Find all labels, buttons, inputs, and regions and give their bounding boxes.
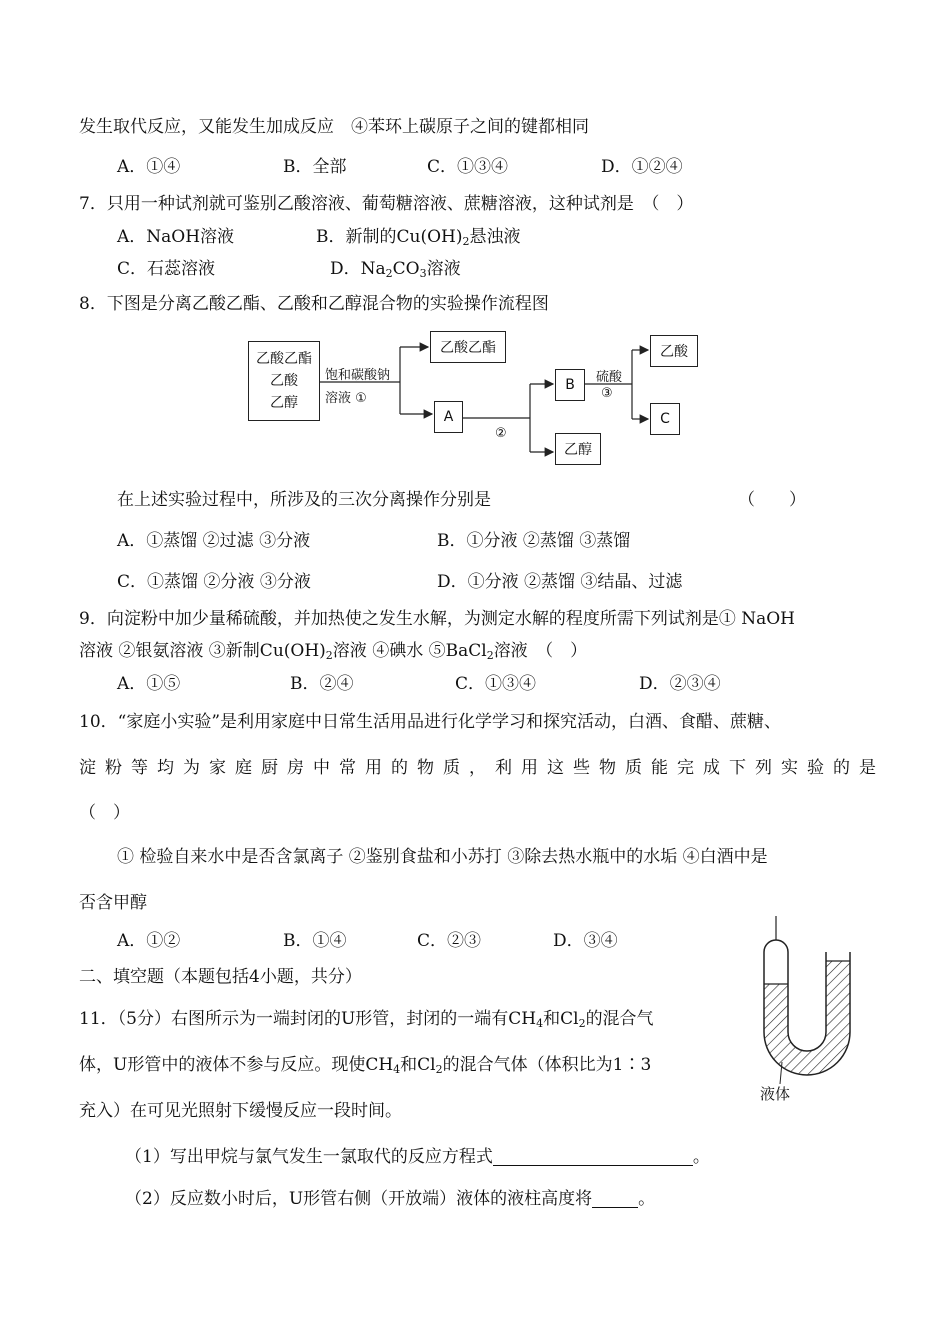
q10-option-b: B．①④ [283,931,347,951]
q8-answer-paren: （ ） [738,490,806,510]
answer-blank-1[interactable] [493,1147,693,1166]
step3-label: ③ [601,386,613,401]
q9-option-c: C．①③④ [455,674,537,694]
q8-option-d: D．①分液 ②蒸馏 ③结晶、过滤 [437,572,683,592]
q11-stem-line1: 11．（5分）右图所示为一端封闭的U形管，封闭的一端有$CH_4$和$Cl_2$的混合气 [79,1009,654,1030]
q11-stem-line2: 体，U形管中的液体不参与反应。现使$CH_4$和$Cl_2$的混合气体（体积比为1∶3 [79,1055,652,1076]
q7-option-d: D．$Na_2CO_3$溶液 [330,259,461,280]
q7-option-a: A．NaOH溶液 [117,227,235,247]
q8-option-b: B．①分液 ②蒸馏 ③蒸馏 [437,531,631,551]
q9-stem-line2: 溶液 ②银氨溶液 ③新制$Cu(OH)_2$溶液 ④碘水 ⑤BaCl$_2$溶液 （ ） [79,641,588,662]
q10-option-c: C．②③ [417,931,482,951]
q8-question: 在上述实验过程中，所涉及的三次分离操作分别是 [117,490,491,510]
q7-option-c: C．石蕊溶液 [117,259,216,279]
box-ester: 乙酸乙酯 [430,331,506,363]
box-acid: 乙酸 [650,335,698,367]
box-ethanol: 乙醇 [555,433,601,465]
q9-option-a: A．①⑤ [117,674,181,694]
q11-stem-line3: 充入）在可见光照射下缓慢反应一段时间。 [79,1101,402,1121]
q10-option-a: A．①② [117,931,181,951]
q9-option-d: D．②③④ [639,674,721,694]
q6-option-b: B．全部 [283,157,347,177]
mixture-box [248,341,320,421]
q6-option-d: D．①②④ [601,157,683,177]
q10-answer-paren: （ ） [79,803,130,823]
sulfuric-acid-label: 硫酸 [596,370,623,385]
q8-stem: 8．下图是分离乙酸乙酯、乙酸和乙醇混合物的实验操作流程图 [79,294,549,314]
step2-label: ② [495,426,507,441]
q9-stem-line1: 9．向淀粉中加少量稀硫酸，并加热使之发生水解，为测定水解的程度所需下列试剂是① NaOH [79,609,795,629]
section2-heading: 二、填空题（本题包括4小题，共分） [79,967,362,987]
box-c: C [650,403,680,435]
q8-option-c: C．①蒸馏 ②分液 ③分液 [117,572,311,592]
q7-option-b: B．新制的$Cu(OH)_2$悬浊液 [316,227,521,248]
q10-stem-line2: 淀粉等均为家庭厨房中常用的物质，利用这些物质能完成下列实验的是 [79,758,885,778]
reagent1-label: 饱和碳酸钠 [325,368,391,383]
mix-ester: 乙酸乙酯 [256,351,312,367]
mix-ethanol: 乙醇 [270,395,298,411]
q6-option-a: A．①④ [117,157,181,177]
reagent1-step: 溶液 ① [325,391,367,406]
q7-stem: 7．只用一种试剂就可鉴别乙酸溶液、葡萄糖溶液、蔗糖溶液，这种试剂是 （ ） [79,194,694,214]
q11-part1: （1）写出甲烷与氯气发生一氯取代的反应方程式 。 [125,1147,710,1167]
q10-items-line2: 否含甲醇 [79,893,147,913]
box-a: A [434,401,463,433]
flowchart-lines [0,0,950,480]
q8-option-a: A．①蒸馏 ②过滤 ③分液 [117,531,311,551]
q11-part2: （2）反应数小时后，U形管右侧（开放端）液体的液柱高度将 。 [125,1189,656,1209]
q6-continuation: 发生取代反应，又能发生加成反应 ④苯环上碳原子之间的键都相同 [79,117,589,137]
q10-stem-line1: 10．“家庭小实验”是利用家庭中日常生活用品进行化学学习和探究活动，白酒、食醋、蔗糖、 [79,712,782,732]
mix-acid: 乙酸 [270,373,298,389]
box-b: B [555,369,585,401]
u-tube-figure [752,912,862,1102]
liquid-label: 液体 [760,1085,791,1103]
q6-option-c: C．①③④ [427,157,509,177]
answer-blank-2[interactable] [592,1189,638,1208]
q9-option-b: B．②④ [290,674,354,694]
q10-option-d: D．③④ [553,931,618,951]
q10-items-line1: ① 检验自来水中是否含氯离子 ②鉴别食盐和小苏打 ③除去热水瓶中的水垢 ④白酒中是 [117,847,768,867]
